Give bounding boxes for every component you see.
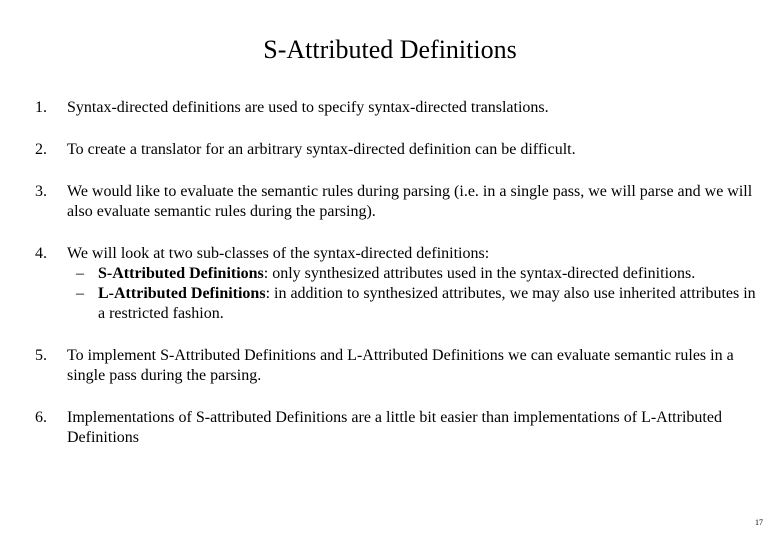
item-number: 1. bbox=[35, 99, 47, 116]
item-text: To create a translator for an arbitrary syntax-directed definition can be difficult. bbox=[67, 141, 576, 158]
term-label: L-Attributed Definitions bbox=[98, 285, 266, 302]
list-item-6 bbox=[35, 408, 760, 448]
item-text: Implementations of S-attributed Definitions are a little bit easier than implementations of L-Attributed Definitions bbox=[67, 409, 722, 446]
item-number: 6. bbox=[35, 409, 47, 426]
page-number: 17 bbox=[755, 518, 763, 527]
item-number: 4. bbox=[35, 245, 47, 262]
sub-item-s-attributed bbox=[67, 264, 760, 284]
term-description: : only synthesized attributes used in the syntax-directed definitions. bbox=[263, 265, 696, 282]
item-number: 3. bbox=[35, 183, 47, 200]
list-item-3 bbox=[35, 182, 760, 222]
list-item-1 bbox=[35, 98, 760, 118]
slide-title: S-Attributed Definitions bbox=[263, 35, 517, 64]
item-number: 5. bbox=[35, 347, 47, 364]
dash-bullet: – bbox=[76, 285, 84, 302]
list-item-5 bbox=[35, 346, 760, 386]
item-text: Syntax-directed definitions are used to specify syntax-directed translations. bbox=[67, 99, 549, 116]
term-description: : in addition to synthesized attributes, we may also use inherited attributes in a restricted fashion. bbox=[98, 285, 756, 322]
term-label: S-Attributed Definitions bbox=[98, 265, 264, 282]
item-text: To implement S-Attributed Definitions and L-Attributed Definitions we can evaluate semantic rules in a single pass during the parsing. bbox=[67, 347, 734, 384]
item-text: We would like to evaluate the semantic rules during parsing (i.e. in a single pass, we will parse and we will also evaluate semantic rules during the parsing). bbox=[67, 183, 753, 220]
dash-bullet: – bbox=[76, 265, 84, 282]
item-text: We will look at two sub-classes of the syntax-directed definitions: bbox=[67, 245, 490, 262]
definitions-list bbox=[35, 98, 760, 470]
list-item-4 bbox=[35, 244, 760, 324]
item-number: 2. bbox=[35, 141, 47, 158]
list-item-2 bbox=[35, 140, 760, 160]
subclass-list bbox=[67, 264, 760, 324]
sub-item-l-attributed bbox=[67, 284, 760, 324]
